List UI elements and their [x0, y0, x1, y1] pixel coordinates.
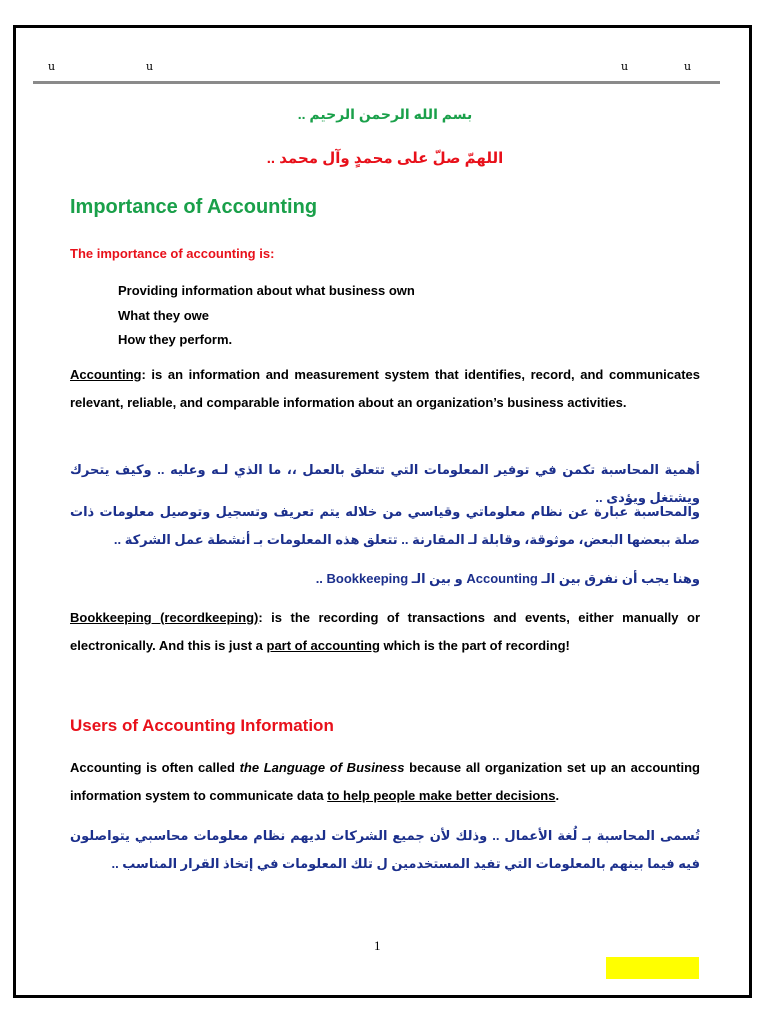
header-mark: u: [48, 60, 56, 73]
header-mark: u: [146, 60, 154, 73]
arabic-paragraph-3: وهنا يجب أن نفرق بين الـ Accounting و بين الـ Bookkeeping ..: [315, 571, 700, 586]
section-title-importance: Importance of Accounting: [70, 196, 318, 218]
arabic-paragraph-2: والمحاسبة عبارة عن نظام معلوماتي وقياسي من خلاله يتم تعريف وتسجيل وتوصيل معلومات ذات صلة ببعضها البعض، موثوقة، وقابلة لـ المقارنة .. تتعلق هذه المعلومات بـ أنشطة عمل الشركة ..: [70, 504, 700, 547]
header-mark: u: [621, 60, 629, 73]
users-text-middle: because all organization set up an accounting information system to communicate data: [70, 760, 700, 803]
salawat: اللهمّ صلّ على محمدٍ وآل محمد ..: [266, 150, 504, 167]
list-item: How they perform.: [118, 332, 233, 347]
accounting-term: Accounting: [70, 367, 142, 382]
bookkeeping-definition: [70, 604, 700, 660]
better-decisions-phrase: to help people make better decisions: [327, 788, 556, 803]
basmala: بسم الله الرحمن الرحيم ..: [297, 106, 473, 122]
header-rule: [33, 81, 720, 84]
arabic-paragraph-4: تُسمى المحاسبة بـ لُغة الأعمال .. وذلك لأن جميع الشركات لديهم نظام معلومات محاسبي يتواصلون فيه فيما بينهم بالمعلومات التي تفيد المستخدمين ل تلك المعلومات في إتخاذ القرار المناسب ..: [70, 828, 700, 871]
bookkeeping-definition-text: : is the recording of transactions and events, either manually or electronically. And this is just a: [70, 610, 701, 653]
importance-list: [118, 282, 415, 356]
arabic-paragraph-1: أهمية المحاسبة تكمن في توفير المعلومات التي تتعلق بالعمل ،، ما الذي لـه وعليه .. وكيف يتحرك ويشتغل ويؤدى ..: [70, 462, 700, 505]
bookkeeping-term: Bookkeeping (recordkeeping): [70, 610, 259, 625]
language-of-business-paragraph: [70, 754, 700, 810]
bookkeeping-definition-end: which is the part of recording!: [379, 638, 570, 653]
part-of-accounting-phrase: part of accounting: [266, 638, 380, 653]
accounting-definition-text: : is an information and measurement system that identifies, record, and communicates relevant, reliable, and comparable information about an organization’s business activities.: [70, 367, 700, 410]
highlight-box: [606, 957, 699, 979]
accounting-definition: [70, 361, 700, 417]
section-title-users: Users of Accounting Information: [70, 716, 334, 735]
users-text-end: .: [555, 788, 560, 803]
list-item: Providing information about what business own: [118, 283, 415, 298]
page-number: 1: [374, 938, 381, 953]
header-marks: [0, 60, 768, 76]
language-of-business-phrase: the Language of Business: [239, 760, 405, 775]
list-item: What they owe: [118, 307, 210, 323]
importance-intro: The importance of accounting is:: [70, 246, 275, 261]
users-text-start: Accounting is often called: [70, 760, 240, 775]
header-mark: u: [684, 60, 692, 73]
